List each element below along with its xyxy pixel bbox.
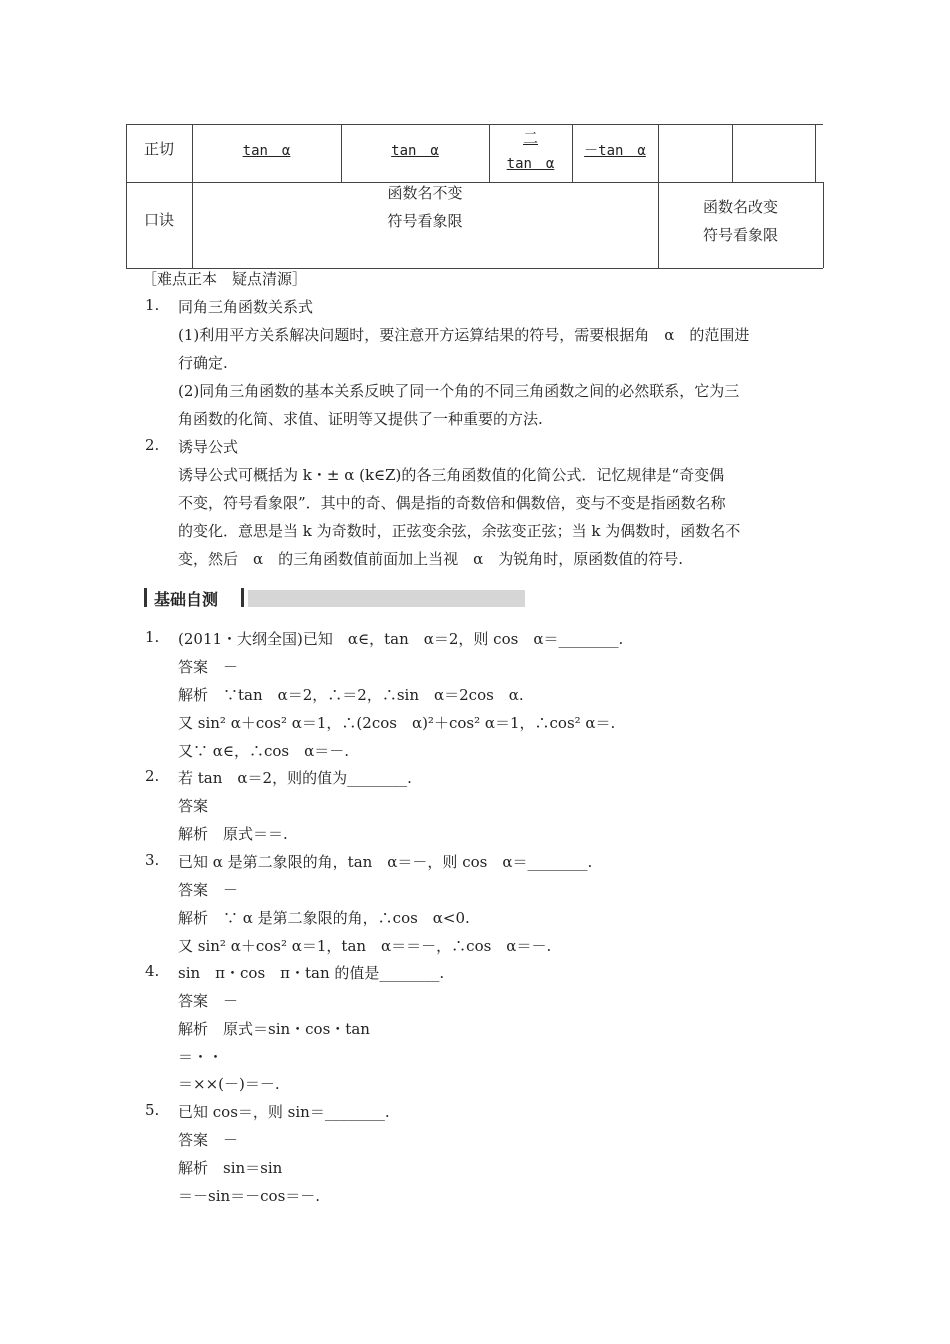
mnemonic-right-line2: 符号看象限 (702, 226, 778, 244)
problem-line: 又 sin² α＋cos² α＝1，∴(2cos α)²＋cos² α＝1，∴cos² α＝. (178, 714, 616, 732)
problem-line: sin π・cos π・tan 的值是________. (178, 964, 445, 982)
mnemonic-left-line2: 符号看象限 (387, 212, 463, 230)
item-number: 1. (145, 296, 160, 314)
problem-line: 答案 － (178, 992, 239, 1010)
problem-line: 又∵ α∈，∴cos α＝－. (178, 742, 350, 760)
section-band (248, 590, 525, 607)
item-line: 角函数的化简、求值、证明等又提供了一种重要的方法. (178, 410, 543, 428)
row-label-mnemonic: 口诀 (143, 211, 174, 229)
problem-number: 3. (145, 851, 160, 869)
item-line: 诱导公式可概括为 k・± α (k∈Z)的各三角函数值的化简公式．记忆规律是“奇变偶 (178, 466, 725, 484)
problem-number: 4. (145, 962, 160, 980)
tangent-cell-1: tan α (242, 143, 291, 159)
item-line: 的变化．意思是当 k 为奇数时，正弦变余弦，余弦变正弦；当 k 为偶数时，函数名不 (178, 522, 741, 540)
tangent-cell-3-top: 二 (522, 129, 538, 147)
item-line: (2)同角三角函数的基本关系反映了同一个角的不同三角函数之间的必然联系，它为三 (178, 382, 740, 400)
section-bar-left (144, 588, 147, 607)
problem-line: 解析 原式＝＝. (178, 825, 288, 843)
item-title: 同角三角函数关系式 (178, 298, 314, 316)
item-line: 不变，符号看象限”．其中的奇、偶是指的奇数倍和偶数倍，变与不变是指函数名称 (178, 494, 726, 512)
problem-number: 2. (145, 767, 160, 785)
tangent-cell-2: tan α (391, 143, 439, 159)
item-line: 行确定. (178, 354, 228, 372)
problem-line: 已知 cos＝，则 sin＝________. (178, 1103, 390, 1121)
mnemonic-right-line1: 函数名改变 (702, 198, 778, 216)
item-title: 诱导公式 (178, 438, 239, 456)
item-number: 2. (145, 436, 160, 454)
tangent-cell-3-bottom: tan α (506, 156, 555, 172)
problem-number: 5. (145, 1101, 160, 1119)
problem-line: 解析 ∵ α 是第二象限的角，∴cos α<0. (178, 909, 470, 927)
problem-line: 答案 － (178, 1131, 239, 1149)
problem-line: 答案 － (178, 658, 239, 676)
problem-line: 解析 原式＝sin・cos・tan (178, 1020, 370, 1038)
problem-line: 又 sin² α＋cos² α＝1，tan α＝＝－，∴cos α＝－. (178, 937, 552, 955)
section-title: 基础自测 (154, 590, 219, 609)
problem-number: 1. (145, 628, 160, 646)
problem-line: ＝××(－)＝－. (178, 1075, 280, 1093)
problem-line: ＝・・ (178, 1048, 224, 1066)
problem-line: 已知 α 是第二象限的角，tan α＝－，则 cos α＝________. (178, 853, 593, 871)
item-line: 变，然后 α 的三角函数值前面加上当视 α 为锐角时，原函数值的符号. (178, 550, 684, 568)
tangent-cell-4: －tan α (584, 143, 646, 159)
row-label-tangent: 正切 (143, 140, 174, 158)
problem-line: (2011・大纲全国)已知 α∈，tan α＝2，则 cos α＝________. (178, 630, 624, 648)
problem-line: 若 tan α＝2，则的值为________. (178, 769, 412, 787)
problem-line: 解析 ∵tan α＝2，∴＝2，∴sin α＝2cos α. (178, 686, 524, 704)
problem-line: 答案 (178, 797, 209, 815)
section-header (144, 588, 525, 607)
section-bar-right (241, 588, 244, 607)
problem-line: ＝－sin＝－cos＝－. (178, 1187, 321, 1205)
problem-line: 答案 － (178, 881, 239, 899)
mnemonic-left-line1: 函数名不变 (387, 184, 463, 202)
difficulty-header: ［难点正本 疑点清源］ (142, 270, 308, 288)
item-line: (1)利用平方关系解决问题时，要注意开方运算结果的符号，需要根据角 α 的范围进 (178, 326, 750, 344)
problem-line: 解析 sin＝sin (178, 1159, 283, 1177)
